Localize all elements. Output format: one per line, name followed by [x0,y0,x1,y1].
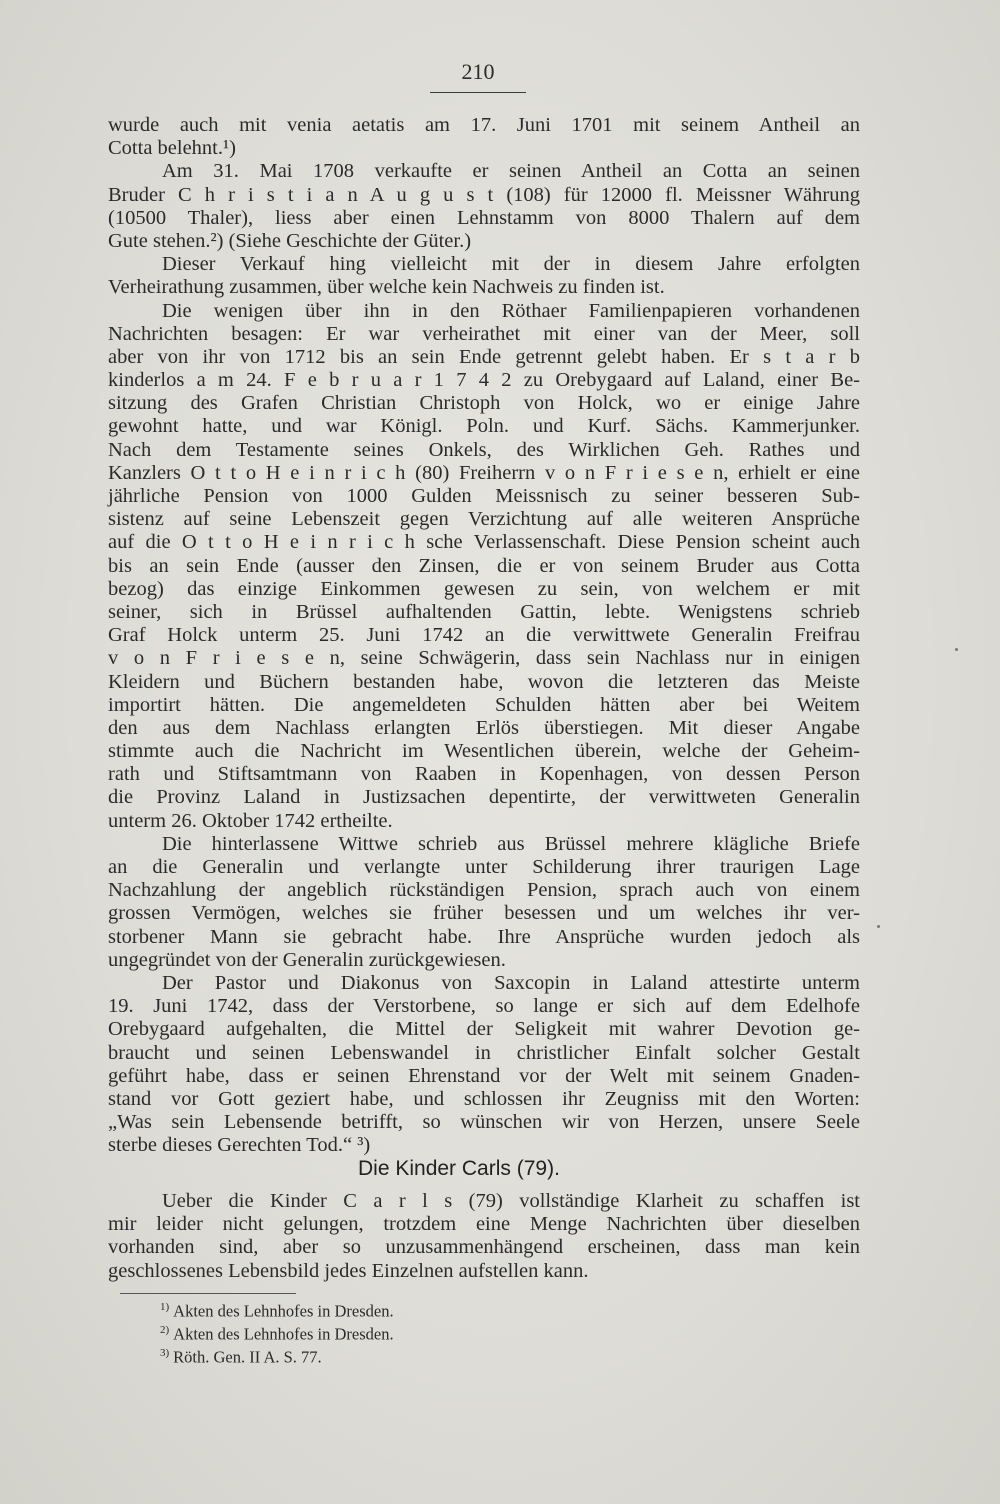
footnote-mark: 2) [160,1324,170,1336]
text-line: wurde auch mit venia aetatis am 17. Juni 1701 mit seinem Antheil an [108,114,860,136]
paper-speck [877,925,880,928]
footnote [160,1298,394,1321]
text-line: geführt habe, dass er seinen Ehrenstand vor der Welt mit seinem Gnaden- [108,1064,860,1087]
text-line: storbener Mann sie gebracht habe. Ihre Ansprüche wurden jedoch als [108,925,860,948]
section-text [108,1190,860,1283]
text-line: gewohnt hatte, und war Königl. Poln. und Kurf. Sächs. Kammerjunker. [108,415,860,438]
text-line: kinderlos a m 24. F e b r u a r 1 7 4 2 zu Orebygaard auf Laland, einer Be- [108,369,860,392]
text-line: an die Generalin und verlangte unter Schilderung ihrer traurigen Lage [108,856,860,878]
text-line: Kleidern und Büchern bestanden habe, wovon die letzteren das Meiste [108,670,860,693]
text-line: Kanzlers O t t o H e i n r i c h (80) Freiherrn v o n F r i e s e n, erhielt er eine [108,461,860,484]
text-line: Am 31. Mai 1708 verkaufte er seinen Antheil an Cotta an seinen [162,160,860,183]
text-line: die Provinz Laland in Justizsachen depentirte, der verwittweten Generalin [108,786,860,809]
text-line: grossen Vermögen, welches sie früher besessen und um welches ihr ver- [108,902,860,925]
text-line: importirt hätten. Die angemeldeten Schulden hätten aber bei Weitem [108,693,860,716]
text-line: „Was sein Lebensende betrifft, so wünschen wir von Herzen, unsere Seele [108,1111,860,1134]
text-line: seiner, sich in Brüssel aufhaltenden Gattin, lebte. Wenigstens schrieb [108,600,860,623]
text-line: Die hinterlassene Wittwe schrieb aus Brüssel mehrere klägliche Briefe [162,832,860,855]
text-line: Orebygaard aufgehalten, die Mittel der Seligkeit mit wahrer Devotion ge- [108,1018,860,1041]
text-line: stimmte auch die Nachricht im Wesentlichen überein, welche der Geheim- [108,740,860,763]
text-line: bezog) das einzige Einkommen gewesen zu sein, von welchem er mit [108,577,860,600]
main-text [108,114,860,1157]
footnote-text: Röth. Gen. II A. S. 77. [173,1347,322,1367]
footnote-separator [120,1293,296,1294]
text-line: bis an sein Ende (ausser den Zinsen, die er von seinem Bruder aus Cotta [108,554,860,577]
text-line: den aus dem Nachlass erlangten Erlös überstiegen. Mit dieser Angabe [108,716,860,739]
text-line: v o n F r i e s e n, seine Schwägerin, dass sein Nachlass nur in einigen [108,647,860,670]
footnote [160,1321,394,1344]
text-line: Nachzahlung der angeblich rückständigen Pension, sprach auch von einem [108,879,860,902]
footnote-text: Akten des Lehnhofes in Dresden. [173,1301,394,1321]
text-line: Die wenigen über ihn in den Röthaer Familienpapieren vorhandenen [162,299,860,322]
text-line: aber von ihr von 1712 bis an sein Ende getrennt gelebt haben. Er s t a r b [108,345,860,368]
text-line: Bruder C h r i s t i a n A u g u s t (108) für 12000 fl. Meissner Währung [108,183,860,206]
text-line: braucht und seinen Lebenswandel in christlicher Einfalt solcher Gestalt [108,1041,860,1064]
footnote-mark: 3) [160,1347,170,1359]
text-line: Dieser Verkauf hing vielleicht mit der in diesem Jahre erfolgten [162,253,860,276]
text-line: Nach dem Testamente seines Onkels, des Wirklichen Geh. Rathes und [108,438,860,461]
footnote [160,1344,394,1367]
text-line: vorhanden sind, aber so unzusammenhängend erscheinen, dass man kein [108,1236,860,1259]
text-line: 19. Juni 1742, dass der Verstorbene, so lange er sich auf dem Edelhofe [108,995,860,1018]
text-line: auf die O t t o H e i n r i c h sche Verlassenschaft. Diese Pension scheint auch [108,531,860,554]
text-line: Verheirathung zusammen, über welche kein Nachweis zu finden ist. [108,276,665,299]
page-number-rule [430,92,526,93]
text-line: Nachrichten besagen: Er war verheirathet mit einer van der Meer, soll [108,322,860,345]
page-number: 210 [461,59,495,84]
section-heading: Die Kinder Carls (79). [358,1157,560,1180]
footnotes [160,1298,394,1367]
paper-speck [955,648,958,651]
text-line: unterm 26. Oktober 1742 ertheilte. [108,809,393,832]
text-line: sistenz auf seine Lebenszeit gegen Verzichtung auf alle weiteren Ansprüche [108,508,860,531]
text-line: stand vor Gott geziert habe, und schlossen ihr Zeugniss mit den Worten: [108,1087,860,1110]
footnote-mark: 1) [160,1301,170,1313]
text-line: Gute stehen.²) (Siehe Geschichte der Güter.) [108,229,472,252]
text-line: Ueber die Kinder C a r l s (79) vollständige Klarheit zu schaffen ist [162,1190,860,1212]
footnote-text: Akten des Lehnhofes in Dresden. [173,1324,394,1344]
text-line: geschlossenes Lebensbild jedes Einzelnen aufstellen kann. [108,1259,589,1282]
text-line: jährliche Pension von 1000 Gulden Meissnisch zu seiner besseren Sub- [108,485,860,507]
text-line: mir leider nicht gelungen, trotzdem eine Menge Nachrichten über dieselben [108,1213,860,1236]
text-line: (10500 Thaler), liess aber einen Lehnstamm von 8000 Thalern auf dem [108,206,860,229]
text-line: ungegründet von der Generalin zurückgewiesen. [108,948,506,971]
text-line: Der Pastor und Diakonus von Saxcopin in Laland attestirte unterm [162,971,860,994]
text-line: rath und Stiftsamtmann von Raaben in Kopenhagen, von dessen Person [108,763,860,786]
text-line: sterbe dieses Gerechten Tod.“ ³) [108,1134,371,1157]
text-line: sitzung des Grafen Christian Christoph von Holck, wo er einige Jahre [108,392,860,415]
text-line: Cotta belehnt.¹) [108,137,236,160]
text-line: Graf Holck unterm 25. Juni 1742 an die verwittwete Generalin Freifrau [108,624,860,647]
